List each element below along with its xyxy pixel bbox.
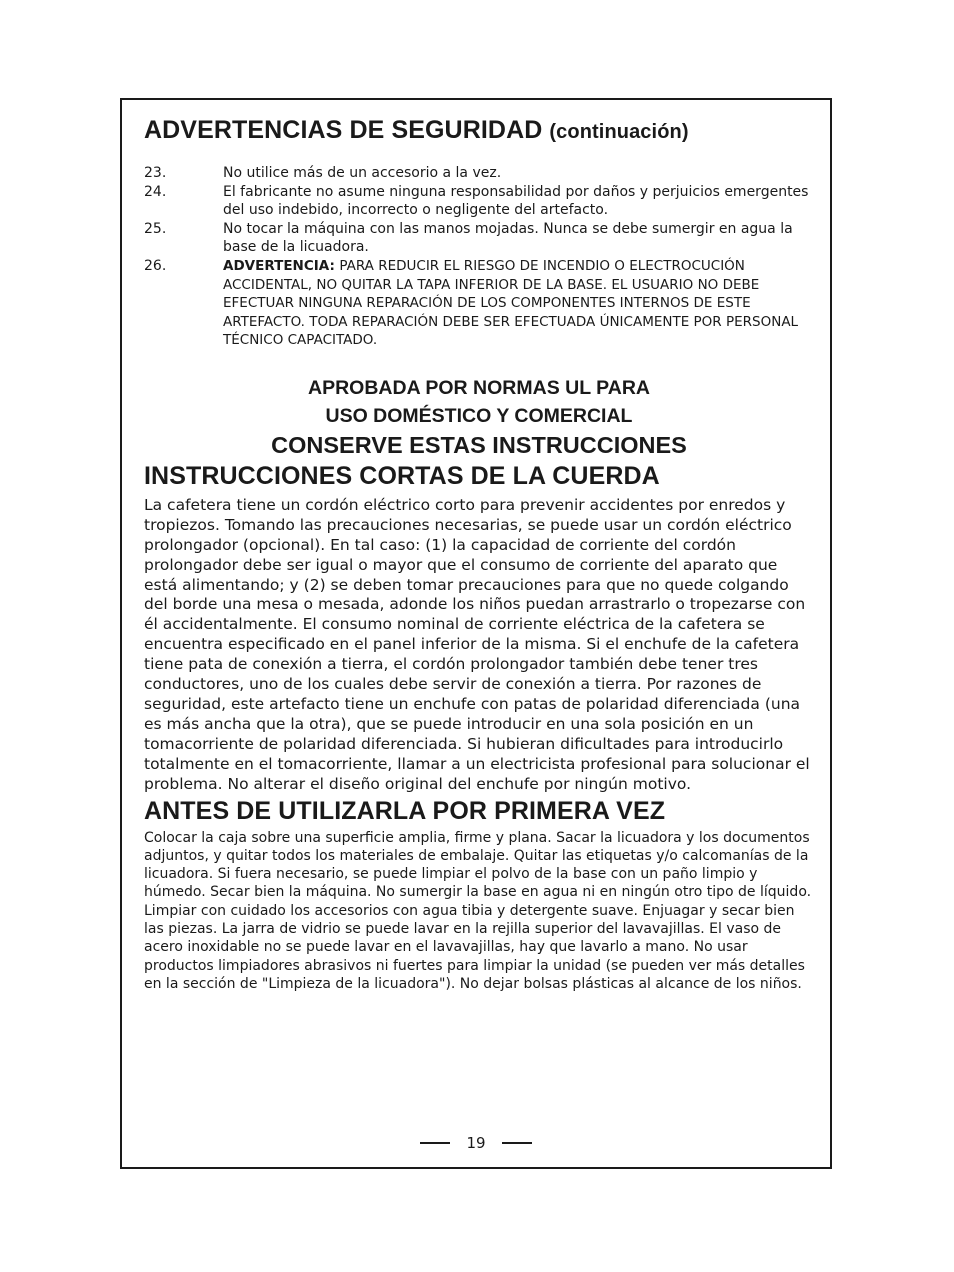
list-item: [144, 257, 814, 350]
safety-heading: [144, 114, 814, 148]
conserve-instructions: CONSERVE ESTAS INSTRUCCIONES: [271, 431, 687, 458]
item-text-warning: [223, 257, 814, 350]
list-item: [144, 164, 814, 183]
safety-subtitle: (continuación): [549, 121, 689, 143]
approval-line-2: USO DOMÉSTICO Y COMERCIAL: [325, 404, 633, 427]
page-number: 19: [466, 1134, 486, 1152]
warning-text: PARA REDUCIR EL RIESGO DE INCENDIO O ELECTROCUCIÓN ACCIDENTAL, NO QUITAR LA TAPA INFERIOR DE LA BASE. EL USUARIO NO DEBE EFECTUAR NINGUNA REPARACIÓN DE LOS COMPONENTES INTERNOS DE ESTE ARTEFACTO. TODA REPARACIÓN DEBE SER EFECTUADA ÚNICAMENTE POR PERSONAL TÉCNICO CAPACITADO.: [223, 257, 799, 349]
safety-title: ADVERTENCIAS DE SEGURIDAD: [144, 116, 543, 144]
page-content: [144, 114, 814, 993]
page-footer: [122, 1134, 830, 1152]
list-item: [144, 183, 814, 220]
first-use-heading: ANTES DE UTILIZARLA POR PRIMERA VEZ: [144, 796, 666, 825]
warning-label: ADVERTENCIA:: [223, 257, 335, 274]
footer-rule-left: [420, 1142, 450, 1144]
footer-rule-right: [502, 1142, 532, 1144]
safety-list: [144, 164, 814, 350]
item-number: 26.: [144, 257, 167, 274]
item-number: 25.: [144, 220, 167, 237]
approval-line-1: APROBADA POR NORMAS UL PARA: [308, 376, 650, 399]
item-number: 23.: [144, 165, 167, 181]
first-use-paragraph: Colocar la caja sobre una superficie amplia, firme y plana. Sacar la licuadora y los documentos adjuntos, y quitar todos los materiales de embalaje. Quitar las etiquetas y/o calcomanías de la licuadora. Si fuera necesario, se puede limpiar el polvo de la base con un paño limpio y húmedo. Secar bien la máquina. No sumergir la base en agua ni en ningún otro tipo de líquido. Limpiar con cuidado los accesorios con agua tibia y detergente suave. Enjuagar y secar bien las piezas. La jarra de vidrio se puede lavar en la rejilla superior del lavavajillas. El vaso de acero inoxidable no se puede lavar en el lavavajillas, hay que lavarlo a mano. No usar productos limpiadores abrasivos ni fuertes para limpiar la unidad (se pueden ver más detalles en la sección de "Limpieza de la licuadora"). No dejar bolsas plásticas al alcance de los niños.: [144, 829, 812, 992]
item-number: 24.: [144, 183, 167, 200]
item-text: No utilice más de un accesorio a la vez.: [223, 165, 502, 181]
page-frame: [120, 98, 832, 1169]
cord-paragraph: La cafetera tiene un cordón eléctrico corto para prevenir accidentes por enredos y tropiezos. Tomando las precauciones necesarias, se puede usar un cordón eléctrico prolongador (opcional). En tal caso: (1) la capacidad de corriente del cordón prolongador debe ser igual o mayor que el consumo de corriente del aparato que está alimentando; y (2) se deben tomar precauciones para que no quede colgando del borde una mesa o mesada, adonde los niños puedan arrastrarlo o tropezarse con él accidentalmente. El consumo nominal de corriente eléctrica de la cafetera se encuentra especificado en el panel inferior de la misma. Si el enchufe de la cafetera tiene pata de conexión a tierra, el cordón prolongador también debe tener tres conductores, uno de los cuales debe servir de conexión a tierra. Por razones de seguridad, este artefacto tiene un enchufe con patas de polaridad diferenciada (una es más ancha que la otra), que se puede introducir en una sola posición en un tomacorriente de polaridad diferenciada. Si hubieran dificultades para introducirlo totalmente en el tomacorriente, llamar a un electricista profesional para solucionar el problema. No alterar el diseño original del enchufe por ningún motivo.: [144, 495, 810, 793]
cord-heading: INSTRUCCIONES CORTAS DE LA CUERDA: [144, 461, 660, 490]
item-text: El fabricante no asume ninguna responsabilidad por daños y perjuicios emergentes del uso indebido, incorrecto o negligente del artefacto.: [223, 183, 809, 219]
item-text: No tocar la máquina con las manos mojadas. Nunca se debe sumergir en agua la base de la licuadora.: [223, 220, 793, 256]
list-item: [144, 220, 814, 257]
